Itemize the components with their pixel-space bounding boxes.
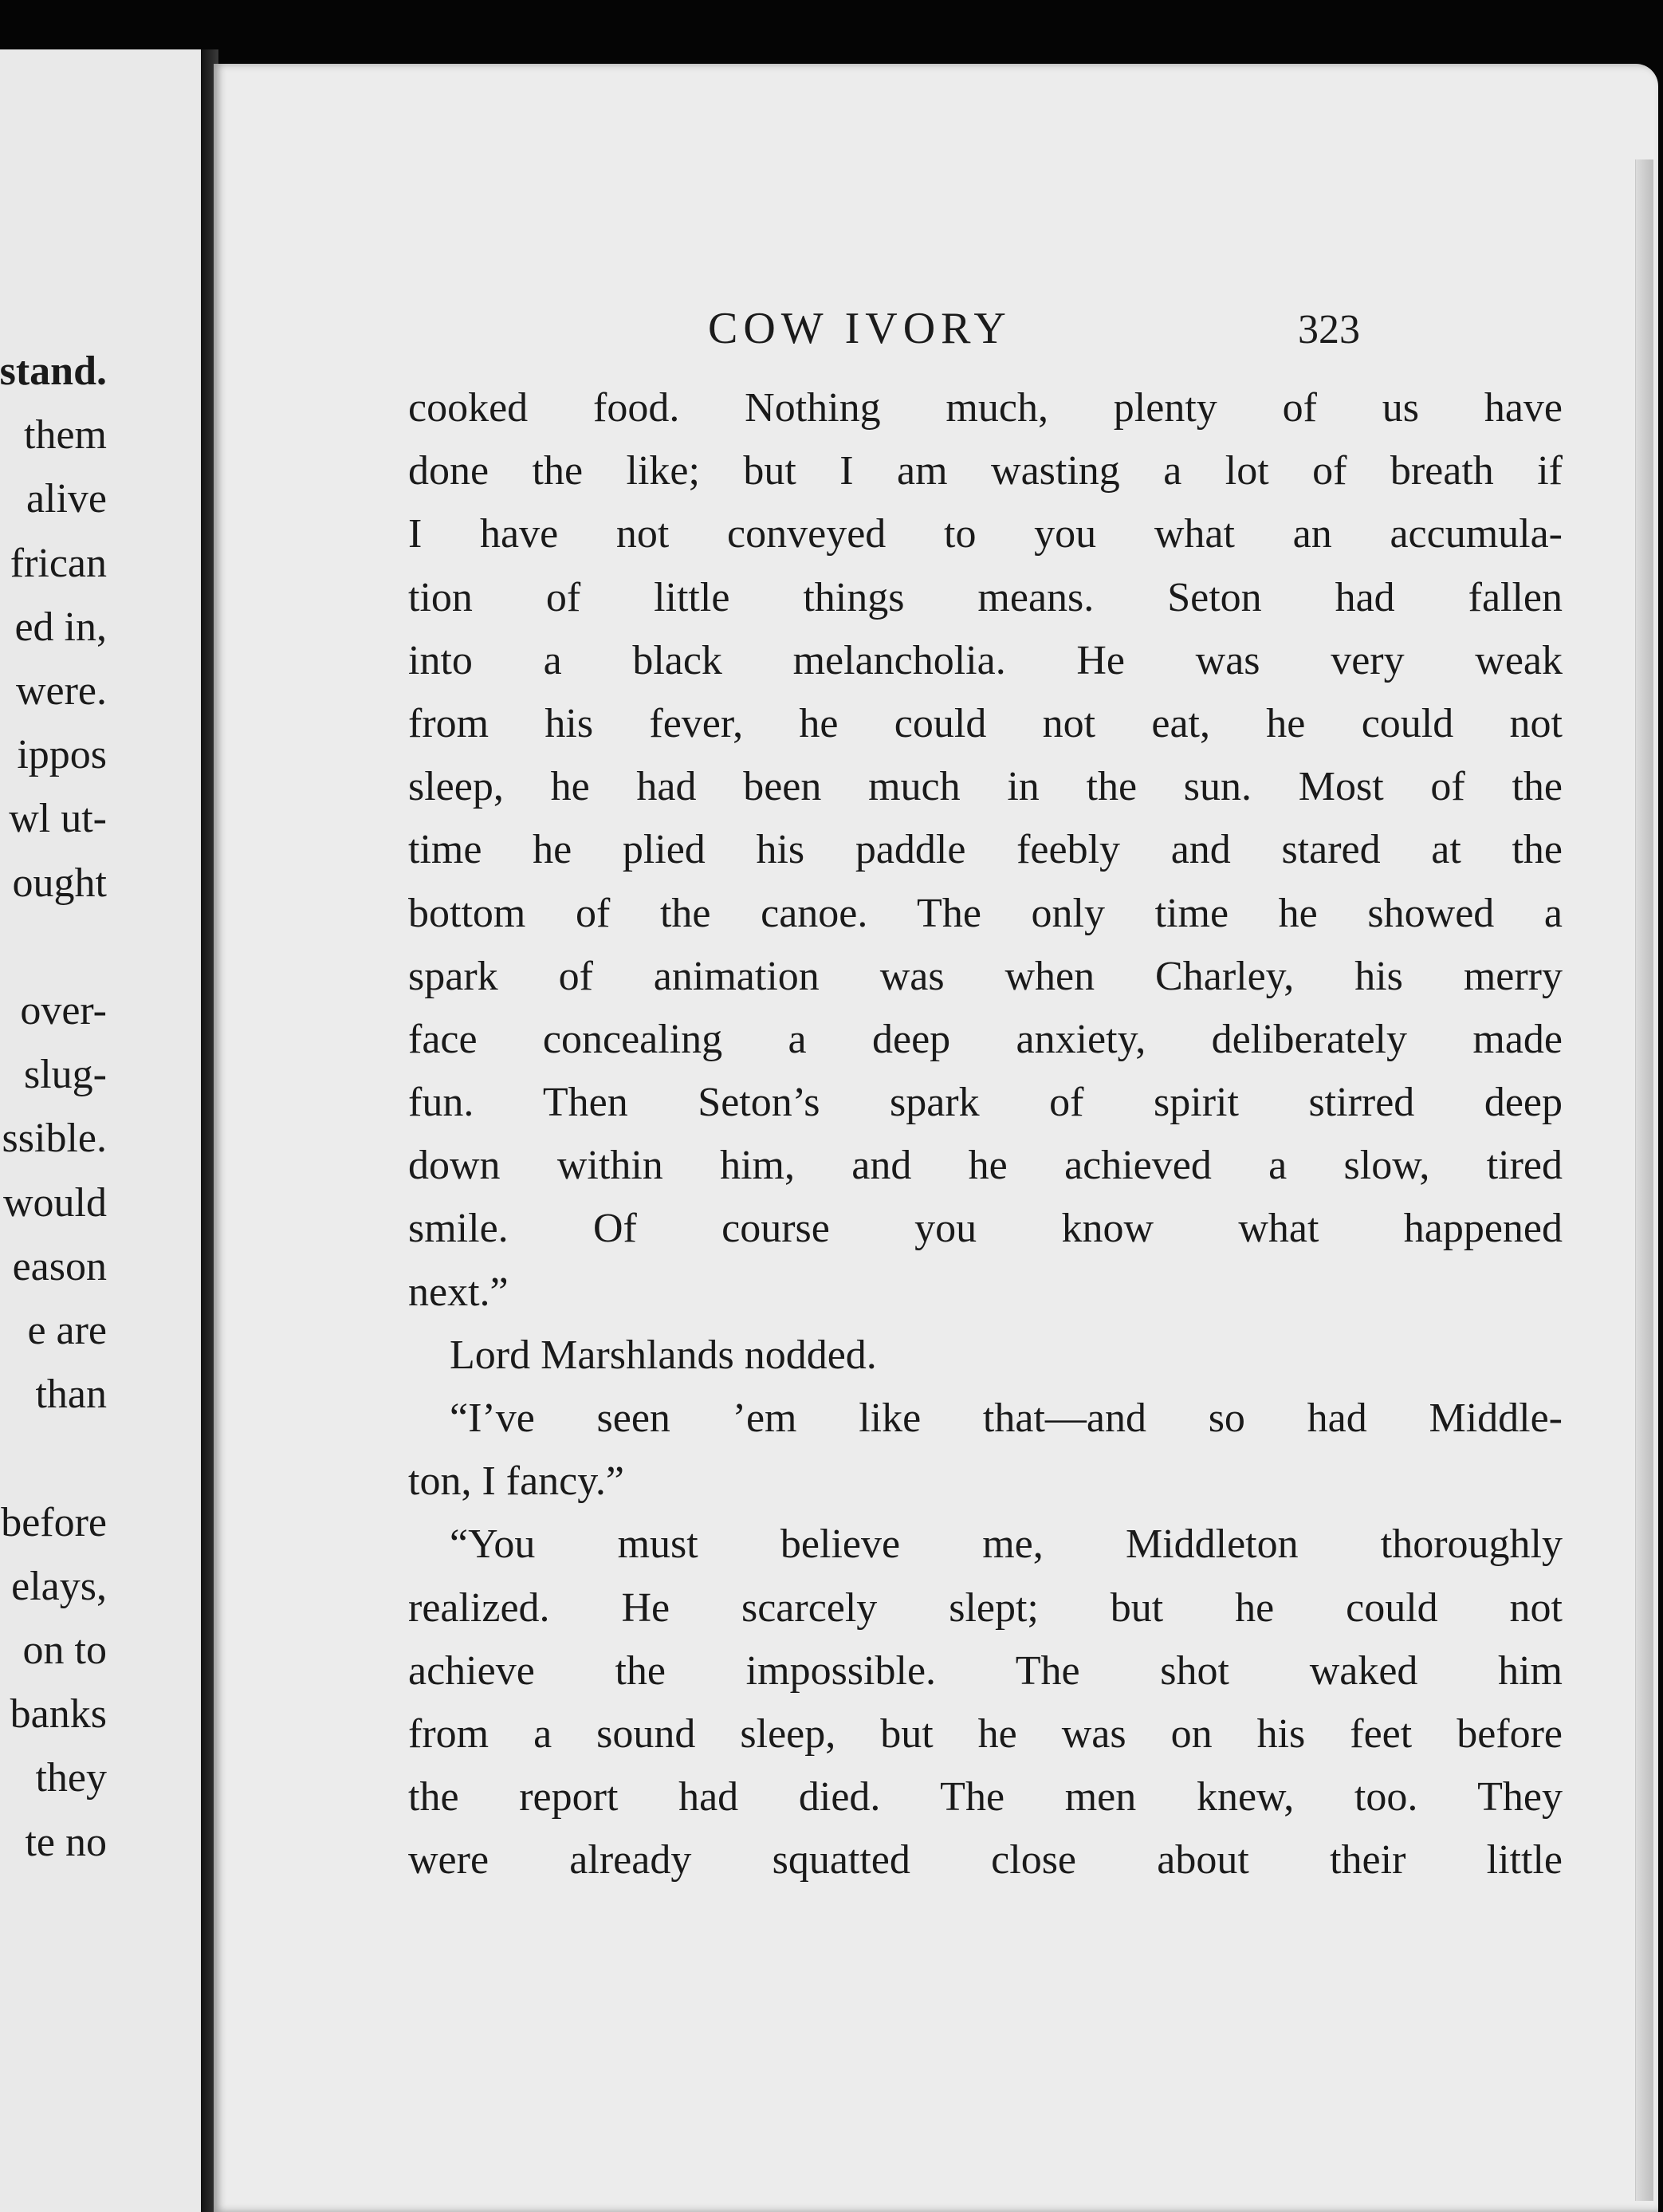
text-line: face concealing a deep anxiety, deliberately made: [408, 1016, 1563, 1062]
text-line: smile. Of course you know what happened: [408, 1206, 1563, 1252]
text-line: I have not conveyed to you what an accumula-: [408, 511, 1563, 557]
left-page-fragment: over-: [20, 988, 107, 1033]
text-line: were already squatted close about their little: [408, 1837, 1563, 1883]
running-title: COW IVORY: [708, 304, 1012, 353]
text-line: Lord Marshlands nodded.: [450, 1332, 877, 1378]
text-line: “You must believe me, Middleton thoroughly: [450, 1521, 1563, 1568]
left-page-fragment: eason: [12, 1243, 107, 1289]
page-number: 323: [1298, 307, 1360, 352]
text-line: from his fever, he could not eat, he could not: [408, 700, 1563, 746]
text-line: cooked food. Nothing much, plenty of us have: [408, 385, 1563, 431]
text-line: ton, I fancy.”: [408, 1458, 624, 1505]
left-page-fragment: e are: [27, 1308, 107, 1353]
left-page-fragment: before: [1, 1499, 107, 1545]
left-page-fragment: alive: [26, 476, 107, 522]
left-page-fragment: would: [3, 1179, 107, 1226]
left-page-fragment: them: [24, 412, 107, 459]
book-page: [214, 64, 1658, 2212]
text-line: bottom of the canoe. The only time he showed a: [408, 890, 1563, 936]
text-line: tion of little things means. Seton had fallen: [408, 574, 1563, 620]
text-line: spark of animation was when Charley, his merry: [408, 953, 1563, 999]
text-line: down within him, and he achieved a slow, tired: [408, 1143, 1563, 1189]
text-line: time he plied his paddle feebly and stared at the: [408, 827, 1563, 873]
text-line: sleep, he had been much in the sun. Most of the: [408, 764, 1563, 810]
left-page-fragment: than: [35, 1372, 107, 1418]
text-line: realized. He scarcely slept; but he could not: [408, 1584, 1563, 1631]
left-page-fragment: elays,: [11, 1563, 107, 1609]
left-page-fragment: stand.: [0, 348, 107, 394]
page-edge: [1635, 159, 1653, 2201]
left-facing-page: [0, 49, 201, 2212]
left-page-fragment: were.: [15, 668, 107, 714]
left-page-fragment: te no: [25, 1819, 107, 1865]
text-line: next.”: [408, 1269, 509, 1315]
text-line: the report had died. The men knew, too. They: [408, 1774, 1563, 1820]
left-page-fragment: frican: [10, 540, 107, 586]
left-page-fragment: ippos: [17, 732, 107, 778]
text-line: into a black melancholia. He was very weak: [408, 637, 1563, 683]
left-page-fragment: banks: [10, 1691, 107, 1738]
left-page-fragment: they: [35, 1755, 107, 1801]
text-line: from a sound sleep, but he was on his feet before: [408, 1710, 1563, 1757]
left-page-fragment: ed in,: [14, 604, 107, 650]
left-page-fragment: wl ut-: [9, 796, 107, 842]
body-text: [408, 376, 1563, 1892]
text-line: fun. Then Seton’s spark of spirit stirred deep: [408, 1080, 1563, 1126]
left-page-fragment: slug-: [24, 1052, 107, 1098]
text-line: achieve the impossible. The shot waked him: [408, 1647, 1563, 1694]
text-line: done the like; but I am wasting a lot of breath if: [408, 448, 1563, 494]
left-page-fragment: ssible.: [2, 1116, 107, 1162]
text-line: “I’ve seen ’em like that—and so had Middle-: [450, 1395, 1563, 1441]
left-page-fragment: ought: [12, 860, 107, 906]
left-page-fragment: on to: [22, 1628, 107, 1673]
